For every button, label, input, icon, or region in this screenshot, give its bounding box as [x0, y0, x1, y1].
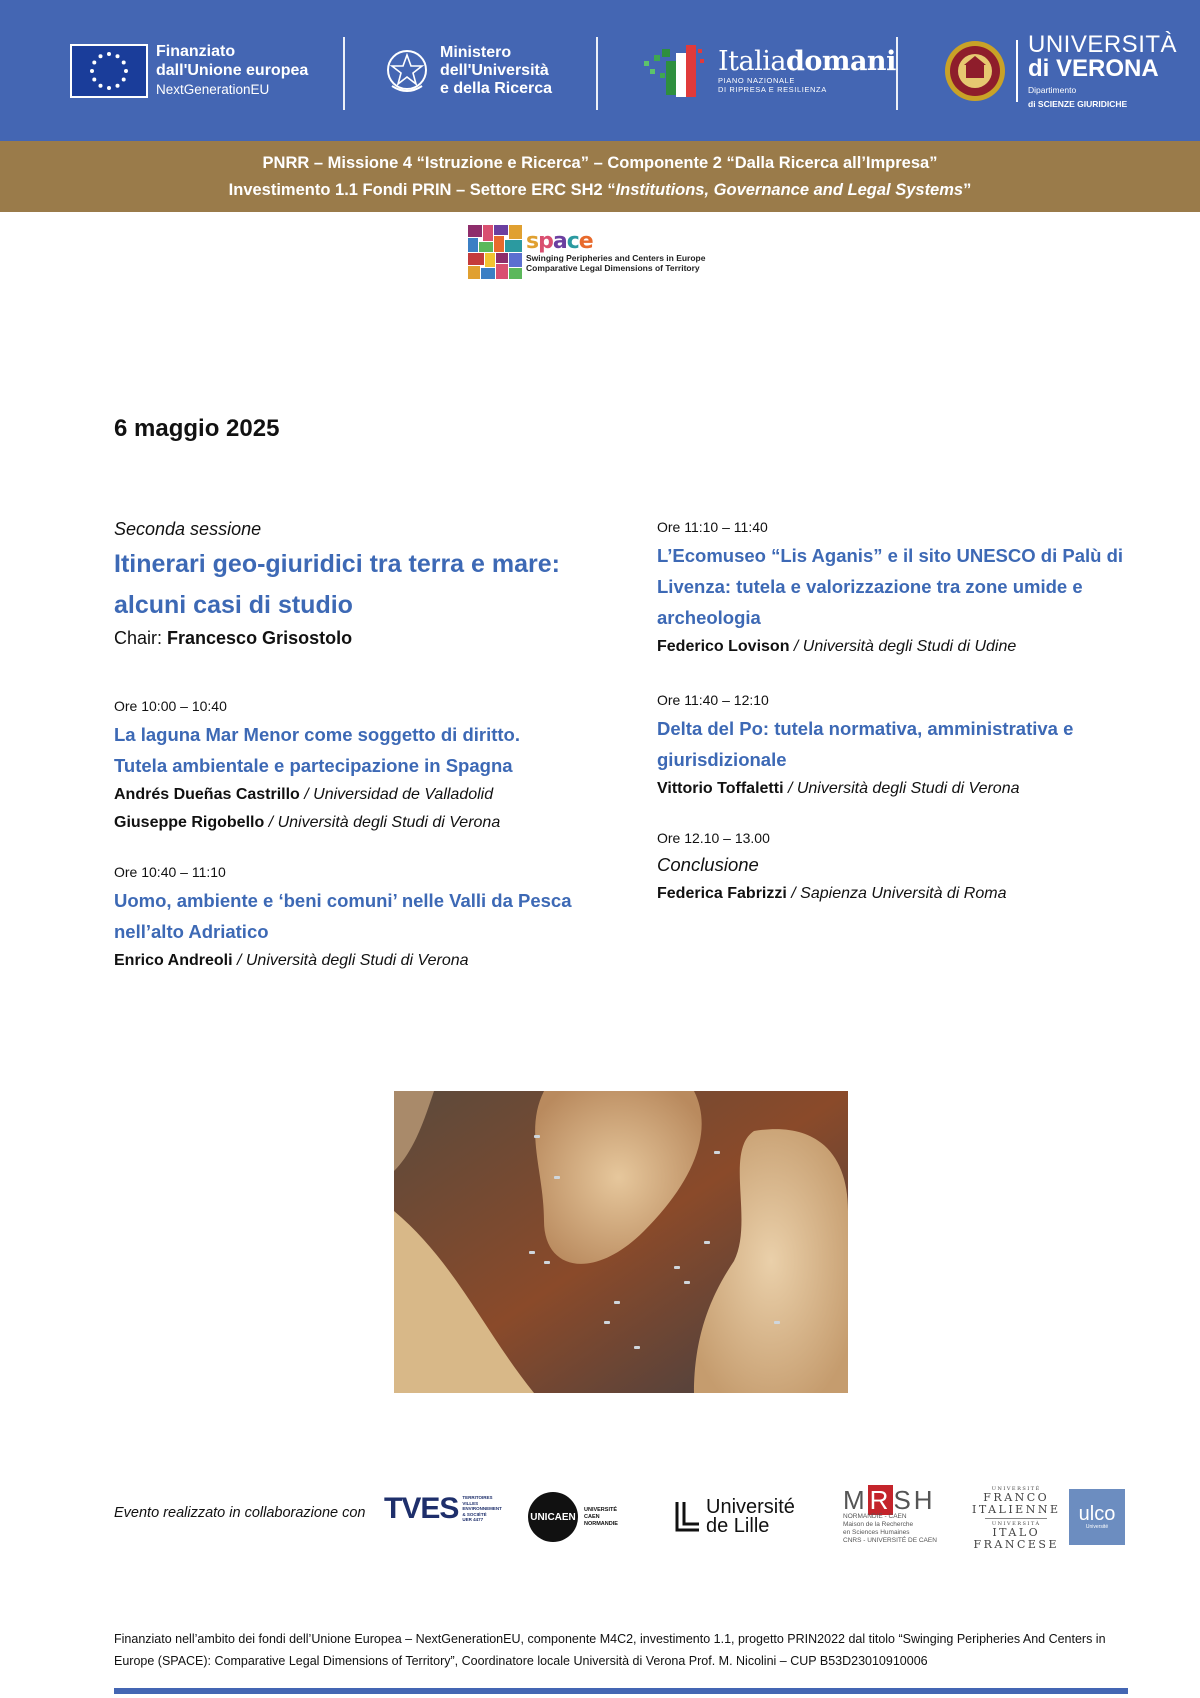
space-wordmark: space	[526, 229, 593, 254]
speaker: Federico Lovison / Università degli Studi di Udine	[657, 638, 1017, 655]
univr-dip2: di SCIENZE GIURIDICHE	[1028, 98, 1128, 109]
eu-flag-icon	[70, 44, 148, 98]
slot-time: Ore 10:00 – 10:40	[114, 698, 227, 714]
univr-logo	[944, 0, 1177, 141]
space-sub2: Comparative Legal Dimensions of Territory	[526, 263, 700, 273]
pnrr-line2: Investimento 1.1 Fondi PRIN – Settore ERC SH2 “Institutions, Governance and Legal Systems”	[228, 181, 972, 199]
univr-line2: di VERONA	[1028, 54, 1159, 82]
speaker: Enrico Andreoli / Università degli Studi di Verona	[114, 952, 469, 969]
eu-line1: Finanziato	[156, 43, 236, 60]
slot-time: Ore 11:10 – 11:40	[657, 519, 768, 535]
universite-de-lille-logo: Université de Lille	[674, 1498, 795, 1536]
mur-line3: e della Ricerca	[440, 79, 553, 97]
chair-name: Francesco Grisostolo	[167, 628, 353, 648]
header-divider	[343, 37, 345, 110]
slot-time: Ore 11:40 – 12:10	[657, 692, 769, 708]
program-right-column	[657, 518, 1127, 908]
eu-line3: NextGenerationEU	[156, 82, 270, 97]
talk-title: Uomo, ambiente e ‘beni comuni’ nelle Valli da Pesca nell’alto Adriatico	[114, 890, 572, 942]
space-mosaic-icon	[468, 225, 522, 279]
mur-line2: dell'Università	[440, 61, 549, 79]
talk-title: L’Ecomuseo “Lis Aganis” e il sito UNESCO di Palù di Livenza: tutela e valorizzazione tra zone umide e archeologia	[657, 545, 1124, 628]
italiadomani-title-a: Italia	[718, 45, 786, 77]
talk-title: Delta del Po: tutela normativa, amministrativa e giurisdizionale	[657, 718, 1074, 770]
mur-logo	[384, 0, 552, 141]
session-label: Seconda sessione	[114, 519, 262, 539]
program-slot	[657, 829, 1127, 908]
univr-divider	[1016, 40, 1018, 102]
italiadomani-title-b: domani	[785, 45, 896, 77]
pnrr-band	[0, 141, 1200, 212]
unicaen-logo: UNICAEN UNIVERSITÉ CAEN NORMANDIE	[528, 1492, 618, 1542]
aerial-lagoon-photo	[394, 1091, 848, 1393]
talk-title: La laguna Mar Menor come soggetto di diritto. Tutela ambientale e partecipazione in Spagna	[114, 724, 520, 776]
program-slot	[114, 863, 594, 975]
mur-line1: Ministero	[440, 43, 512, 61]
event-date: 6 maggio 2025	[114, 415, 280, 442]
header-band	[0, 0, 1200, 141]
univr-line1: UNIVERSITÀ	[1028, 30, 1178, 58]
speaker: Federica Fabrizzi / Sapienza Università di Roma	[657, 885, 1007, 902]
mrsh-logo: MRSH NORMANDIE - CAEN Maison de la Recherche en Sciences Humaines CNRS - UNIVERSITÉ DE CAEN	[843, 1485, 937, 1544]
header-divider	[896, 37, 898, 110]
funding-footnote: Finanziato nell’ambito dei fondi dell’Unione Europea – NextGenerationEU, componente M4C2, investimento 1.1, progetto PRIN2022 dal titolo “Swinging Peripheries And Centers in Europe (SPACE): Comparative Legal Dimensions of Territory”, Coordinatore locale Università di Verona Prof. M. Nicolini – CUP B53D23010910006	[114, 1632, 1106, 1668]
program-slot	[657, 691, 1127, 803]
program-slot	[114, 697, 594, 837]
italiadomani-sub2: DI RIPRESA E RESILIENZA	[718, 84, 827, 94]
italiadomani-sub1: PIANO NAZIONALE	[718, 75, 795, 85]
speaker: Giuseppe Rigobello / Università degli Studi di Verona	[114, 814, 501, 831]
speaker: Andrés Dueñas Castrillo / Universidad de Valladolid	[114, 786, 494, 803]
footer-rule	[114, 1688, 1128, 1694]
univr-seal-icon	[944, 40, 1006, 102]
lille-mark-icon	[674, 1500, 702, 1534]
pnrr-line1: PNRR – Missione 4 “Istruzione e Ricerca” – Componente 2 “Dalla Ricerca all’Impresa”	[262, 154, 938, 172]
universite-franco-italienne-logo: UNIVERSITÉ FRANCO ITALIENNE UNIVERSITÀ ITALO FRANCESE	[972, 1486, 1061, 1551]
eu-line2: dall'Unione europea	[156, 62, 309, 79]
collaboration-label: Evento realizzato in collaborazione con	[114, 1505, 366, 1521]
univr-dip1: Dipartimento	[1028, 84, 1077, 95]
session-chair: Chair: Francesco Grisostolo	[114, 628, 353, 648]
eu-funding-logo	[70, 0, 308, 141]
speaker: Vittorio Toffaletti / Università degli Studi di Verona	[657, 780, 1020, 797]
tves-logo: TVES TERRITOIRES VILLES ENVIRONNEMENT & SOCIÉTÉ UER 4477	[384, 1492, 502, 1525]
session-title: Itinerari geo-giuridici tra terra e mare: alcuni casi di studio	[114, 550, 560, 619]
space-project-logo	[468, 224, 705, 280]
italiadomani-logo	[640, 0, 896, 141]
italiadomani-mark-icon	[640, 39, 716, 103]
program-slot	[657, 518, 1127, 661]
ulco-logo: ulco Université	[1069, 1489, 1125, 1545]
pnrr-line2-em: Institutions, Governance and Legal Systems	[615, 181, 964, 199]
talk-title-italic: Conclusione	[657, 854, 759, 875]
slot-time: Ore 12.10 – 13.00	[657, 830, 770, 846]
space-sub1: Swinging Peripheries and Centers in Europe	[526, 253, 706, 263]
program-left-column	[114, 515, 594, 975]
italian-republic-emblem-icon	[384, 46, 430, 96]
header-divider	[596, 37, 598, 110]
slot-time: Ore 10:40 – 11:10	[114, 864, 226, 880]
